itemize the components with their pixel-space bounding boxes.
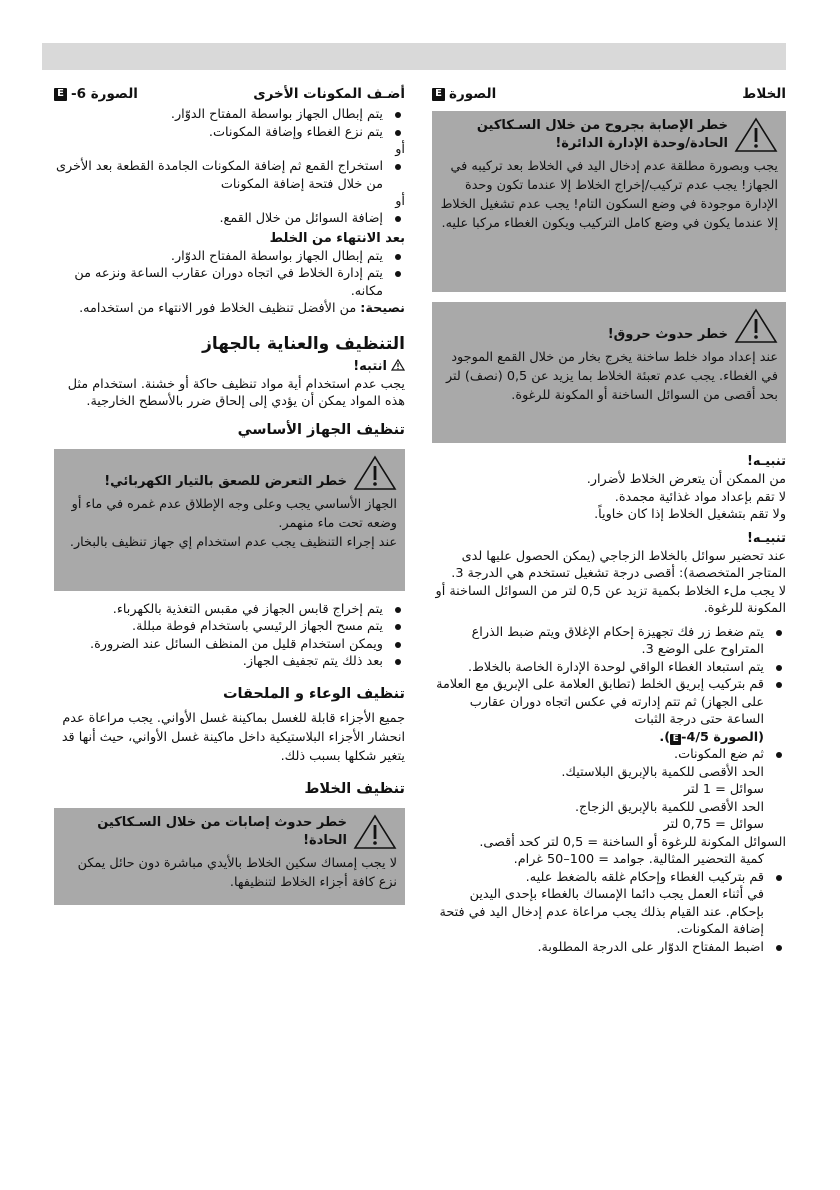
warning-body: الجهاز الأساسي يجب وعلى وجه الإطلاق عدم غمره في ماء أو وضعه تحت ماء منهمر. [71, 496, 397, 531]
ideal-quantity-text: كمية التحضير المثالية. جوامد = 100–50 غرام. [513, 852, 764, 867]
list-item: يتم إبطال الجهاز بواسطة المفتاح الدوّار. [54, 248, 405, 266]
caution-block-1 [432, 453, 786, 524]
warning-title: خطر حدوث إصابات من خلال السـكاكين الحادة! [97, 814, 347, 848]
add-steps-list [54, 106, 405, 141]
caution-title: تنبيـه! [746, 454, 786, 469]
list-item: يتم إبطال الجهاز بواسطة المفتاح الدوّار. [54, 106, 405, 124]
warning-triangle-icon [734, 117, 778, 153]
warning-box-burns [432, 302, 786, 443]
warning-triangle-icon [391, 359, 405, 371]
add-steps-list-b [54, 158, 405, 193]
after-mixing-list [54, 248, 405, 301]
caution-line: من الممكن أن يتعرض الخلاط لأضرار. [586, 472, 786, 487]
warning-body: عند إجراء التنظيف يجب عدم استخدام إي جهاز تنظيف بالبخار. [69, 534, 397, 550]
list-item: يتم إدارة الخلاط في اتجاه دوران عقارب الساعة ونزعه من مكانه. [54, 265, 405, 300]
base-cleaning-title: تنظيف الجهاز الأساسي [237, 421, 405, 438]
figure-e-icon: E [670, 734, 681, 745]
mixer-cleaning-title: تنظيف الخلاط [304, 780, 405, 797]
list-item: ويمكن استخدام قليل من المنظف السائل عند الضرورة. [54, 636, 405, 654]
figure-e-icon: E [432, 88, 445, 101]
list-item: بعد ذلك يتم تجفيف الجهاز. [54, 653, 405, 671]
mixer-steps-list [432, 624, 786, 834]
figure-reference: الصورة E [432, 86, 496, 102]
container-cleaning-body: جميع الأجزاء قابلة للغسل بماكينة غسل الأواني. يجب مراعاة عدم انحشار الأجزاء البلاستيكية داخل ماكينة غسل الأواني، حيث أنها قد يتغير شكلها بسبب ذلك. [61, 710, 405, 764]
or-label: أو [395, 194, 405, 209]
warning-body: يجب وبصورة مطلقة عدم إدخال اليد في الخلاط بعد تركيبه في الجهاز! يجب عدم تركيب/إخراج الخلاط إلا عندما تكون وحدة الإدارة موجودة في وضع السكون التام! يجب عدم تشغيل الخلاط إلا عندما يكون في وضع كامل التركيب ويكون الغطاء مركبا عليه. [440, 159, 778, 231]
figure-reference: (الصورة 4/5-E). [659, 729, 764, 745]
or-label: أو [395, 142, 405, 157]
caution-title: تنبيـه! [746, 530, 786, 546]
caution-block-2 [432, 530, 786, 618]
caution-text: عند تحضير سوائل بالخلاط الزجاجي (يمكن الحصول عليها لدى المتاجر المتخصصة): أقصى درجة تشغيل تستخدم هي الدرجة 3. [451, 548, 786, 581]
warning-body: عند إعداد مواد خلط ساخنة يخرج بخار من خلال القمع الموجود في الغطاء. يجب عدم تعبئة الخلاط بما يزيد عن 0,5 (نصف) لتر بحد أقصى من السوائل الساخنة أو المكونة للرغوة. [445, 350, 778, 403]
section-header-mixer [432, 84, 786, 104]
warning-triangle-icon [353, 455, 397, 491]
cleaning-title: التنظيف والعناية بالجهاز [202, 333, 405, 354]
list-item: يتم مسح الجهاز الرئيسي باستخدام فوطة مبللة. [54, 618, 405, 636]
attention-body: يجب عدم استخدام أية مواد تنظيف حاكة أو خشنة. استخدام مثل هذه المواد يمكن أن يؤدي إلى إلحاق ضرر بالأسطح الخارجية. [67, 376, 405, 409]
list-item: يتم نزع الغطاء وإضافة المكونات. [54, 124, 405, 142]
caution-line: ولا تقم بتشغيل الخلاط إذا كان خاوياً. [594, 507, 786, 522]
list-item: ثم ضع المكونات. الحد الأقصى للكمية بالإبريق البلاستيك. سوائل = 1 لتر الحد الأقصى للكمية بالإبريق الزجاج. سوائل = 0,75 لتر [432, 746, 786, 834]
list-item: قم بتركيب الغطاء وإحكام غلقه بالضغط عليه. في أثناء العمل يجب دائما الإمساك بالغطاء بإحدى اليدين بإحكام. عند القيام بذلك يجب مراعاة عدم إدخال اليد في فتحة إضافة المكونات. [432, 869, 786, 939]
warning-triangle-icon [353, 814, 397, 850]
container-cleaning-title: تنظيف الوعاء و الملحقات [222, 685, 405, 702]
tip-text: نصيحة: من الأفضل تنظيف الخلاط فور الانتهاء من استخدامه. [79, 301, 405, 316]
page-header-bar [42, 43, 786, 70]
list-item: إضافة السوائل من خلال القمع. [54, 210, 405, 228]
warning-box-electric [54, 449, 405, 591]
figure-reference: الصورة 6- E [54, 86, 138, 102]
mixer-steps-list-2 [432, 869, 786, 957]
base-cleaning-list [54, 601, 405, 671]
caution-line: لا تقم بإعداد مواد غذائية مجمدة. [614, 489, 786, 505]
add-steps-list-c [54, 210, 405, 228]
caution-text: لا يجب ملء الخلاط بكمية تزيد عن 0,5 لتر من السوائل الساخنة أو المكونة للرغوة. [435, 583, 786, 616]
list-item: استخراج القمع ثم إضافة المكونات الجامدة القطعة بعد الأخرى من خلال فتحة إضافة المكونات [54, 158, 405, 193]
list-item: يتم استبعاد الغطاء الواقي لوحدة الإدارة الخاصة بالخلاط. [432, 659, 786, 677]
right-column [432, 84, 786, 956]
warning-box-knife [54, 808, 405, 905]
list-item: يتم إخراج قابس الجهاز في مقبس التغذية بالكهرباء. [54, 601, 405, 619]
figure-e-icon: E [54, 88, 67, 101]
warning-box-cuts [432, 111, 786, 292]
warning-triangle-icon [734, 308, 778, 344]
warning-title: خطر حدوث حروق! [607, 327, 728, 342]
warning-body: لا يجب إمساك سكين الخلاط بالأيدي مباشرة دون حائل يمكن نزع كافة أجزاء الخلاط لتنظيفها. [77, 855, 397, 890]
after-mixing-title: بعد الانتهاء من الخلط [269, 230, 405, 246]
foam-limit-text: السوائل المكونة للرغوة أو الساخنة = 0,5 لتر كحد أقصى. [479, 834, 786, 850]
list-item: اضبط المفتاح الدوّار على الدرجة المطلوبة. [432, 939, 786, 957]
warning-title: خطر التعرض للصعق بالتيار الكهربائي! [104, 473, 347, 489]
list-item: قم بتركيب إبريق الخلط (تطابق العلامة على الإبريق مع العلامة على الجهاز) ثم تتم إدارته في عكس اتجاه دوران عقارب الساعة حتى درجة الثبات (الصورة 4/5-E). [432, 676, 786, 746]
list-item: يتم ضغط زر فك تجهيزة إحكام الإغلاق ويتم ضبط الذراع المتراوح على الوضع 3. [432, 624, 786, 659]
left-column [54, 84, 405, 915]
section-title: أضـف المكونات الأخرى [253, 86, 405, 102]
warning-title: خطر الإصابة بجروح من خلال السـكاكين الحادة/وحدة الإدارة الدائرة! [476, 118, 728, 151]
attention-title: انتبه! [54, 358, 405, 376]
section-title: الخلاط [742, 86, 786, 102]
section-header-add-ingredients [54, 84, 405, 104]
